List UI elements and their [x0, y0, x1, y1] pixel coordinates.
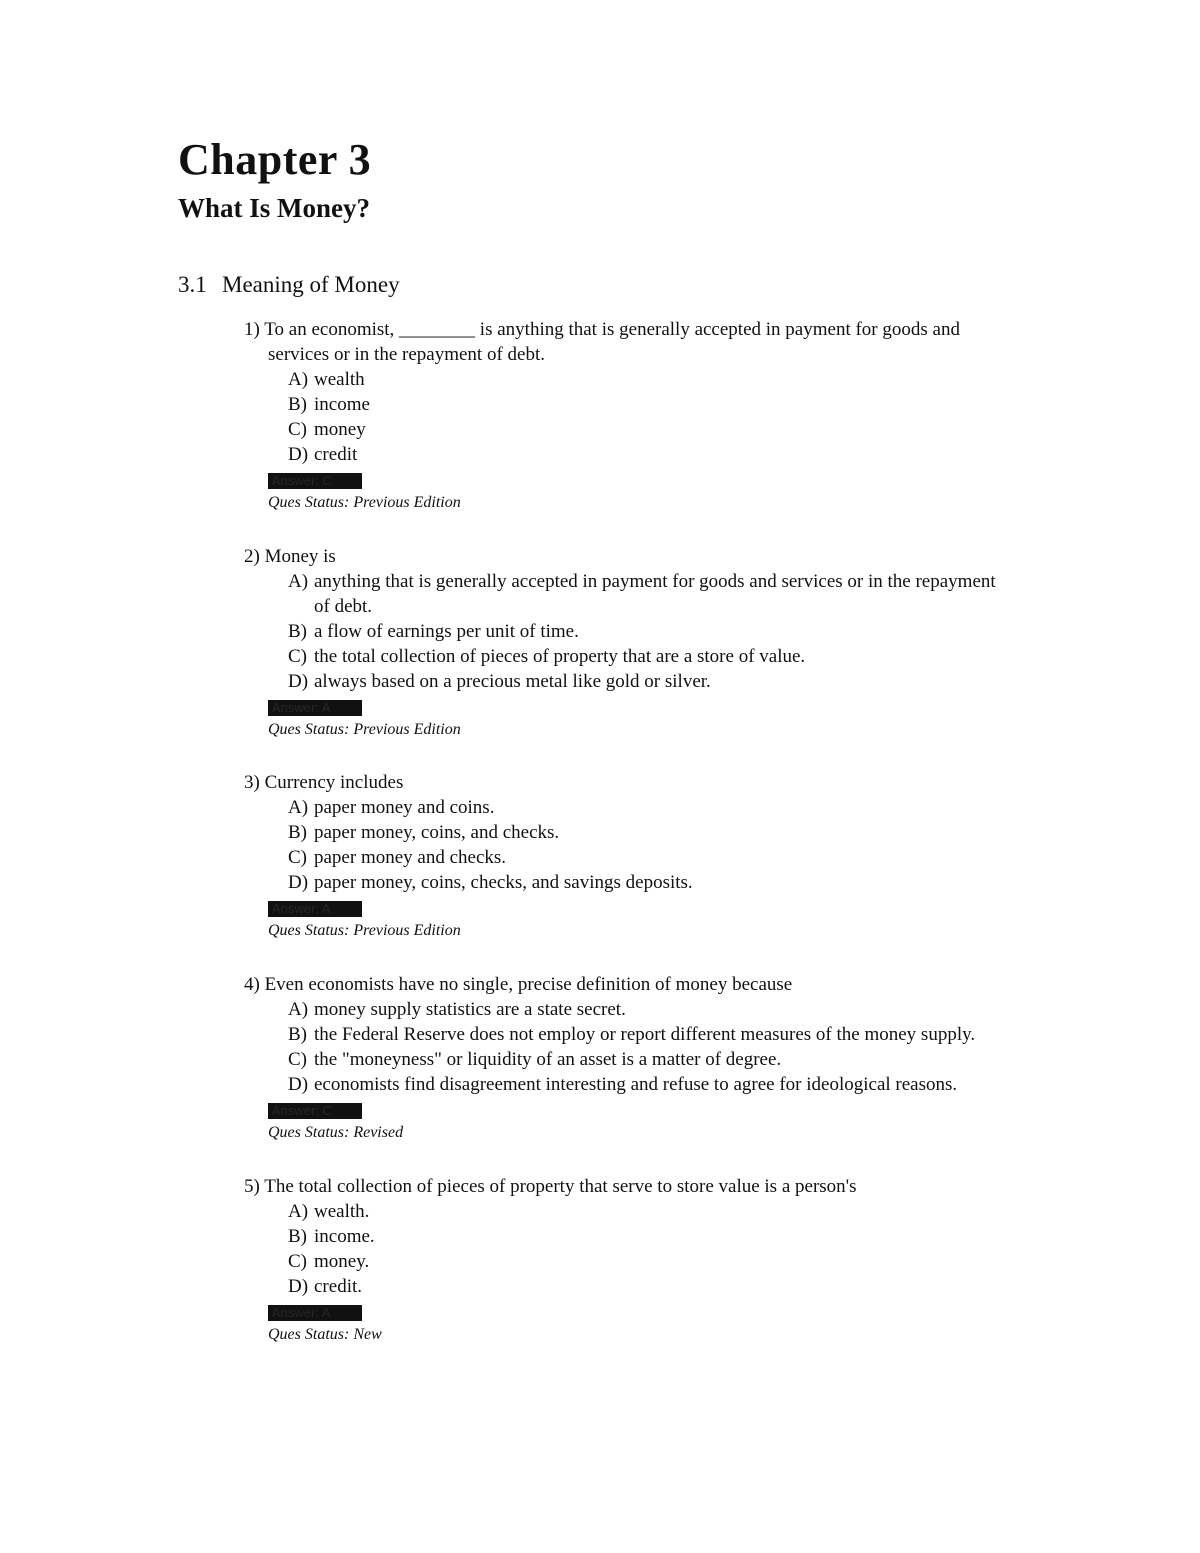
option-label: B): [288, 1226, 307, 1247]
question-text: The total collection of pieces of property that serve to store value is a person's: [264, 1176, 857, 1197]
option-label: D): [288, 1276, 309, 1297]
option-text: money supply statistics are a state secret.: [314, 999, 626, 1020]
option-label: B): [288, 621, 307, 642]
option-text: income: [314, 394, 370, 415]
option-label: C): [288, 847, 307, 868]
option-text: a flow of earnings per unit of time.: [314, 621, 579, 642]
option-text: money.: [314, 1251, 370, 1272]
option-label: A): [288, 571, 309, 592]
question-status: Ques Status: Previous Edition: [268, 494, 461, 511]
answer-redacted-bar: Answer: C: [268, 1103, 362, 1119]
option-label: D): [288, 671, 309, 692]
answer-redacted-bar: Answer: A: [268, 1305, 362, 1321]
option-label: C): [288, 1049, 307, 1070]
option-text: paper money and coins.: [314, 797, 495, 818]
option-text: economists find disagreement interesting and refuse to agree for ideological reasons.: [314, 1074, 958, 1095]
option-text: wealth: [314, 369, 365, 390]
option-a-continued: of debt.: [314, 596, 373, 617]
chapter-title: Chapter 3: [178, 135, 372, 184]
question-text: To an economist, ________ is anything that is generally accepted in payment for goods and: [264, 319, 960, 340]
option-label: C): [288, 646, 307, 667]
option-d: [244, 669, 1124, 694]
option-d: [244, 442, 1124, 467]
option-c: [244, 644, 1124, 669]
option-a: [244, 367, 1124, 392]
option-b: [244, 1224, 1124, 1249]
option-label: A): [288, 1201, 309, 1222]
question-text: Currency includes: [264, 772, 404, 793]
option-text: credit: [314, 444, 358, 465]
option-label: A): [288, 797, 309, 818]
option-a: [244, 795, 1124, 820]
option-label: D): [288, 444, 309, 465]
answer-redacted-bar: Answer: A: [268, 700, 362, 716]
question-stem: [244, 317, 1124, 342]
question-2: [244, 544, 1124, 741]
option-c: [244, 417, 1124, 442]
answer-redacted-bar: Answer: A: [268, 901, 362, 917]
question-5: [244, 1174, 1124, 1346]
option-text: always based on a precious metal like gold or silver.: [314, 671, 711, 692]
section-title: Meaning of Money: [222, 272, 400, 297]
option-a: [244, 569, 1124, 594]
option-c: [244, 1047, 1124, 1072]
option-label: C): [288, 419, 307, 440]
option-label: D): [288, 1074, 309, 1095]
option-d: [244, 1274, 1124, 1299]
question-number: 5): [244, 1176, 260, 1197]
option-b: [244, 392, 1124, 417]
question-4: [244, 972, 1124, 1144]
question-number: 1): [244, 319, 260, 340]
option-text: anything that is generally accepted in payment for goods and services or in the repayment: [314, 571, 996, 592]
question-stem: [244, 972, 1124, 997]
option-b: [244, 619, 1124, 644]
question-stem: [244, 770, 1124, 795]
question-3: [244, 770, 1124, 942]
question-stem: [244, 1174, 1124, 1199]
option-label: A): [288, 369, 309, 390]
option-text: the Federal Reserve does not employ or report different measures of the money supply.: [314, 1024, 976, 1045]
question-text: Even economists have no single, precise definition of money because: [264, 974, 793, 995]
question-status: Ques Status: Revised: [268, 1124, 404, 1141]
section-number: 3.1: [178, 272, 207, 297]
question-number: 4): [244, 974, 260, 995]
section-heading: [178, 270, 400, 300]
option-label: B): [288, 822, 307, 843]
option-label: A): [288, 999, 309, 1020]
option-text: the "moneyness" or liquidity of an asset is a matter of degree.: [314, 1049, 782, 1070]
chapter-subtitle: What Is Money?: [178, 193, 371, 223]
option-label: B): [288, 394, 307, 415]
question-text-continued: services or in the repayment of debt.: [268, 344, 545, 365]
question-status: Ques Status: New: [268, 1326, 382, 1343]
option-text: credit.: [314, 1276, 363, 1297]
question-status: Ques Status: Previous Edition: [268, 922, 461, 939]
option-text: paper money, coins, checks, and savings deposits.: [314, 872, 693, 893]
option-text: income.: [314, 1226, 375, 1247]
option-c: [244, 845, 1124, 870]
option-text: wealth.: [314, 1201, 370, 1222]
question-1: [244, 317, 1124, 514]
option-label: B): [288, 1024, 307, 1045]
question-text: Money is: [264, 546, 336, 567]
option-label: D): [288, 872, 309, 893]
option-b: [244, 1022, 1124, 1047]
option-a: [244, 997, 1124, 1022]
option-b: [244, 820, 1124, 845]
question-number: 2): [244, 546, 260, 567]
option-label: C): [288, 1251, 307, 1272]
option-text: money: [314, 419, 366, 440]
option-c: [244, 1249, 1124, 1274]
option-d: [244, 1072, 1124, 1097]
option-text: paper money and checks.: [314, 847, 507, 868]
option-d: [244, 870, 1124, 895]
question-stem: [244, 544, 1124, 569]
answer-redacted-bar: Answer: C: [268, 473, 362, 489]
option-text: the total collection of pieces of property that are a store of value.: [314, 646, 806, 667]
question-status: Ques Status: Previous Edition: [268, 721, 461, 738]
option-a: [244, 1199, 1124, 1224]
question-number: 3): [244, 772, 260, 793]
option-text: paper money, coins, and checks.: [314, 822, 560, 843]
